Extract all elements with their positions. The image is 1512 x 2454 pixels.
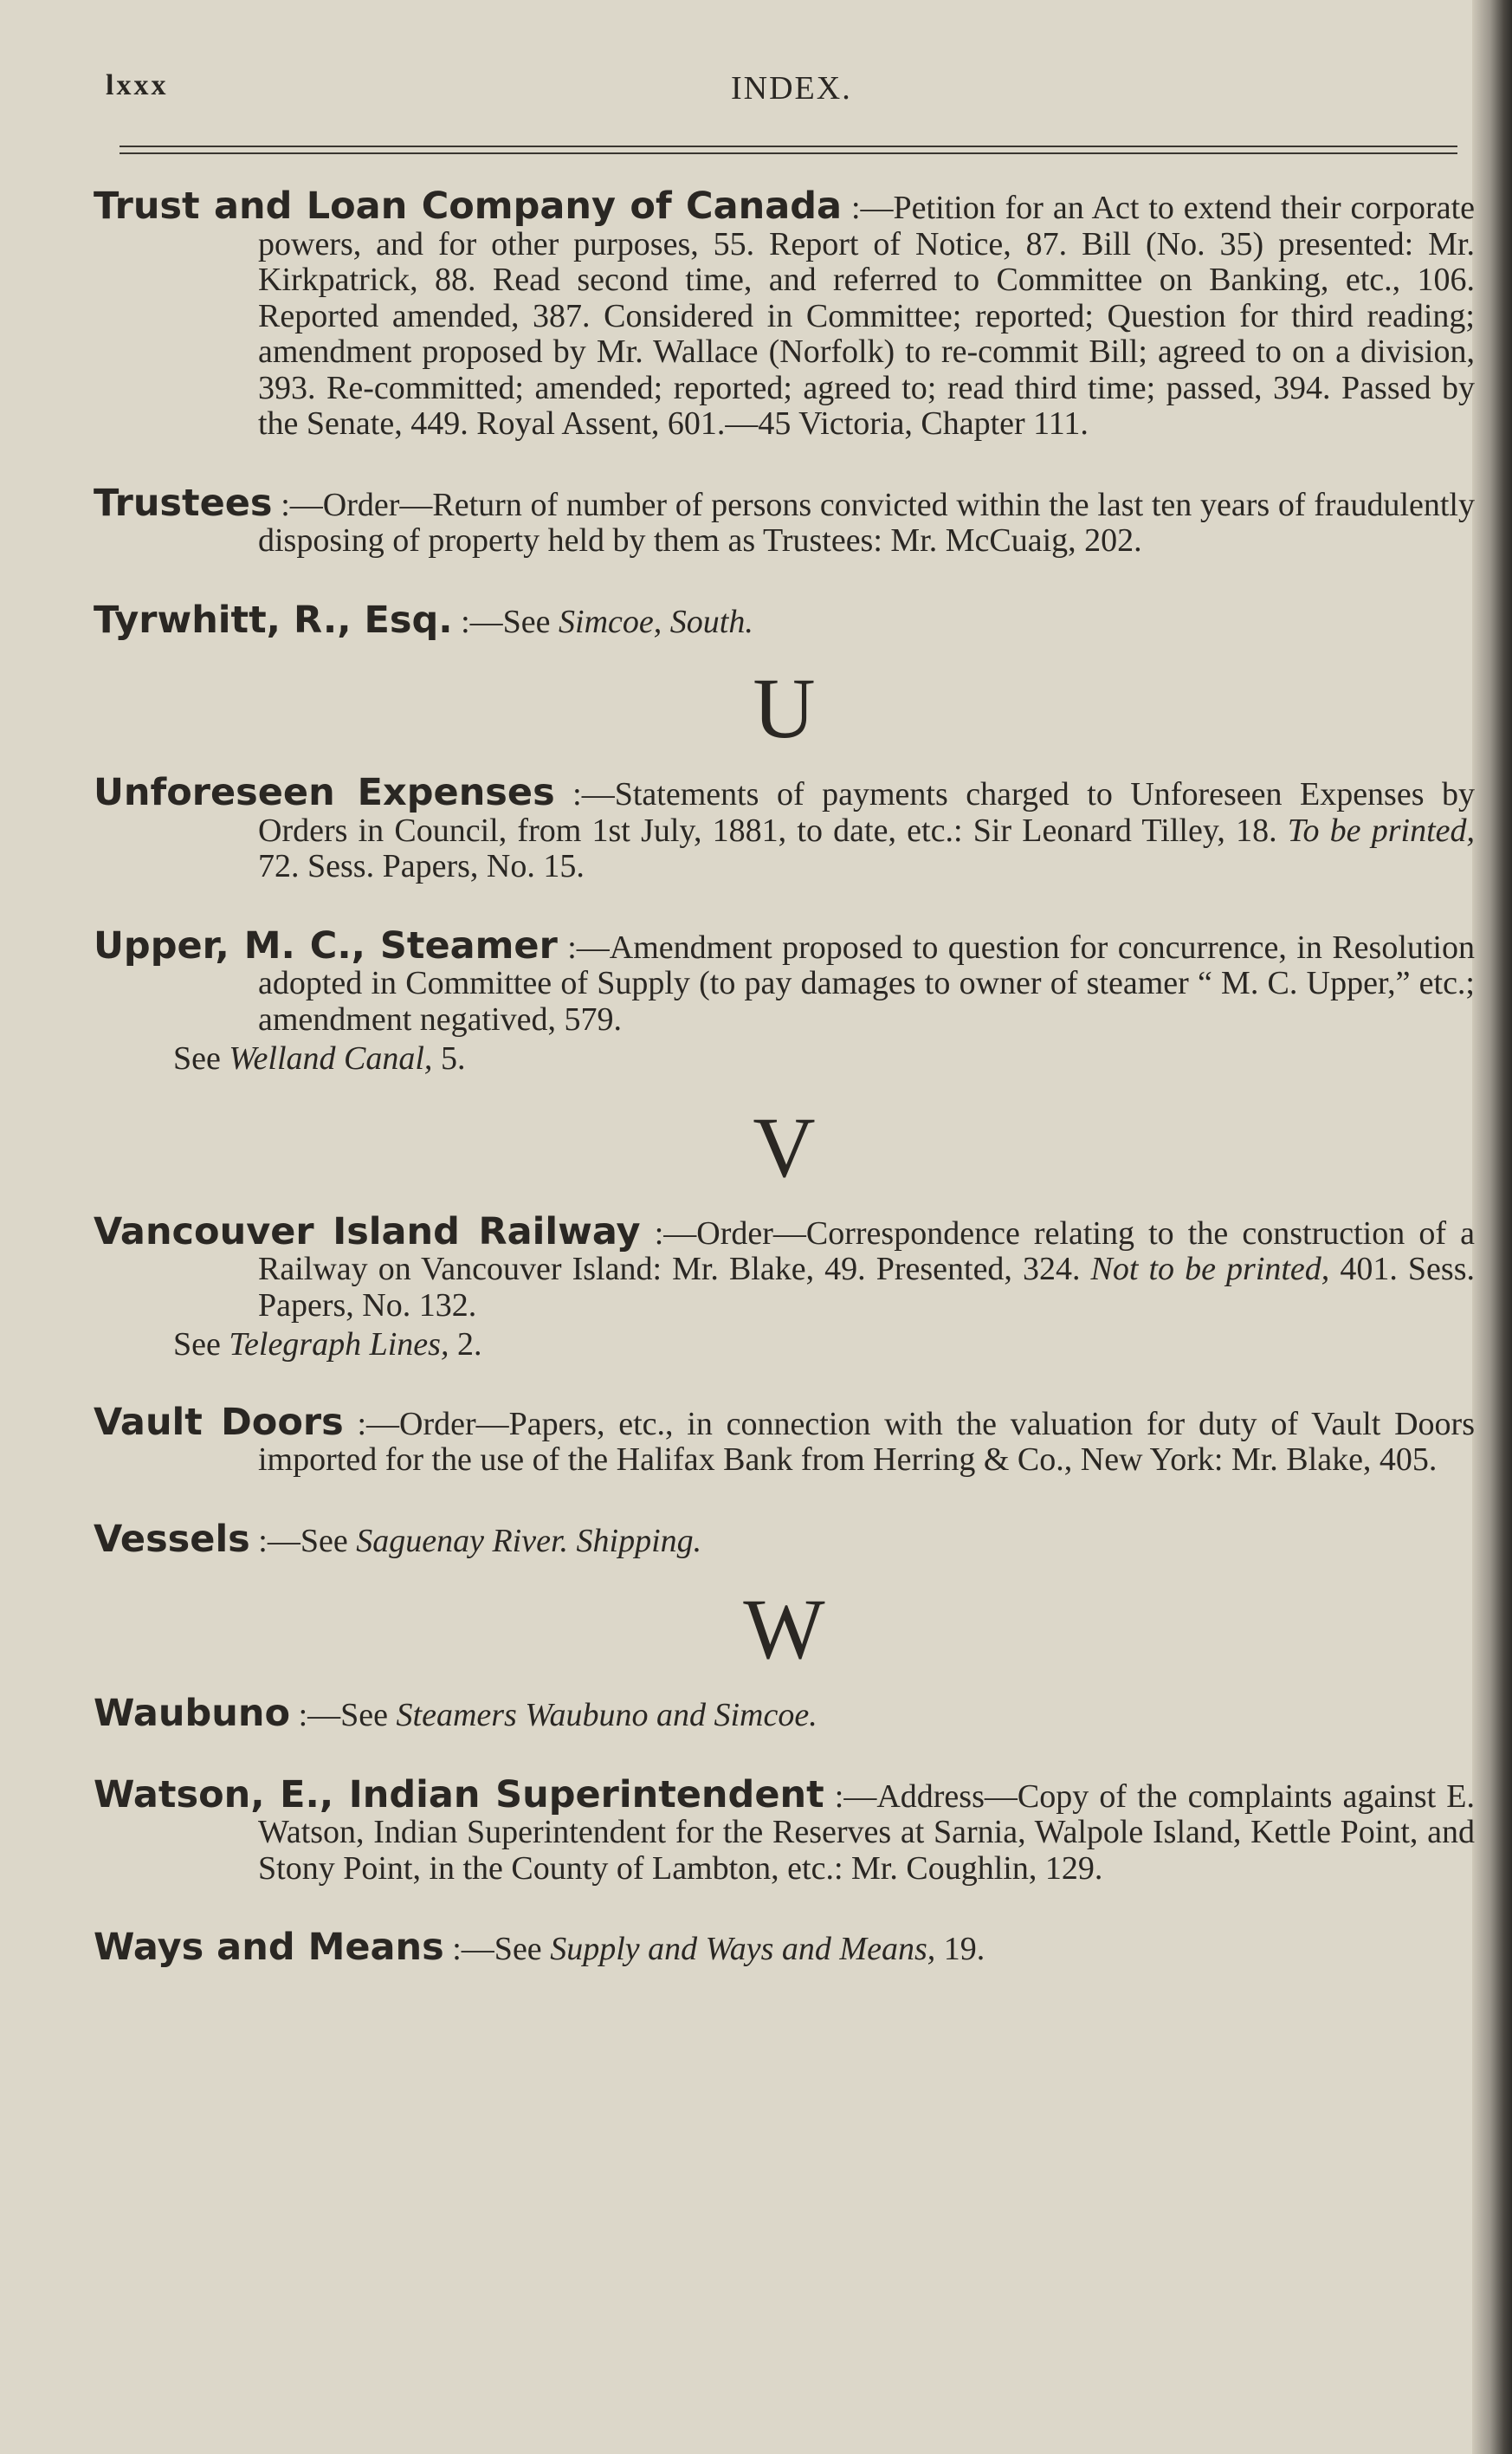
see-also-line	[173, 1327, 1475, 1363]
entry-text: :—See	[290, 1697, 397, 1733]
section-letter-u: U	[753, 660, 816, 756]
page-folio: lxxx	[106, 69, 169, 101]
index-entry	[94, 1209, 1475, 1324]
entry-heading: Ways and Means	[94, 1926, 444, 1969]
entry-text: :—See	[452, 603, 559, 640]
entry-text-continued: 72. Sess. Papers, No. 15.	[258, 848, 585, 884]
index-entry	[94, 1926, 1475, 1969]
entry-heading: Trustees	[94, 481, 273, 525]
entry-text: :—Order—Return of number of persons convicted within the last ten years of fraudulently disposing of property held by them as Trustees: Mr. McCuaig, 202.	[258, 486, 1475, 559]
header-rule-bottom	[120, 152, 1457, 154]
see-prefix: See	[173, 1040, 229, 1077]
index-entry	[94, 598, 1475, 642]
book-spine-shadow	[1472, 0, 1512, 2454]
index-entry	[94, 1772, 1475, 1887]
header-rule-top	[120, 146, 1457, 147]
entry-heading: Waubuno	[94, 1692, 291, 1735]
entry-text: :—Order—Papers, etc., in connection with the valuation for duty of Vault Doors imported for the use of the Halifax Bank from Herring & Co., New York: Mr. Blake, 405.	[258, 1405, 1475, 1478]
entry-text: :—Statements of payments charged to Unforeseen Expenses by Orders in Council, from 1st July, 1881, to date, etc.: Sir Leonard Tilley, 18.	[258, 776, 1475, 849]
running-head	[106, 69, 1457, 113]
entry-cross-reference: Saguenay River. Shipping.	[356, 1522, 702, 1559]
entry-text-continued: 19.	[935, 1931, 985, 1967]
index-entry	[94, 1400, 1475, 1479]
see-suffix: 2.	[449, 1326, 482, 1363]
index-entry	[94, 185, 1475, 443]
entry-italic-note: Not to be printed,	[1090, 1251, 1330, 1287]
see-reference: Welland Canal,	[229, 1040, 433, 1077]
index-entry	[94, 771, 1476, 885]
entry-heading: Unforeseen Expenses	[94, 771, 555, 814]
entry-heading: Vessels	[94, 1517, 250, 1561]
index-entry	[94, 923, 1475, 1039]
index-entry	[94, 1517, 1475, 1561]
entry-heading: Vault Doors	[94, 1400, 344, 1444]
index-entry	[94, 481, 1475, 560]
entry-text: :—See	[443, 1931, 551, 1967]
see-prefix: See	[173, 1326, 229, 1363]
entry-text: :—Order—Correspondence relating to the construction of a Railway on Vancouver Island: Mr. Blake, 49. Presented, 324.	[258, 1214, 1475, 1287]
index-content	[94, 185, 1476, 1969]
entry-heading: Tyrwhitt, R., Esq.	[94, 598, 453, 642]
entry-cross-reference: Simcoe, South.	[559, 603, 753, 640]
entry-heading: Trust and Loan Company of Canada	[94, 185, 843, 228]
entry-cross-reference: Supply and Ways and Means,	[550, 1931, 936, 1967]
section-letter-v: V	[753, 1098, 816, 1195]
entry-text: :—See	[249, 1522, 357, 1559]
entry-heading: Upper, M. C., Steamer	[94, 923, 558, 968]
entry-heading: Watson, E., Indian Superintendent	[94, 1772, 824, 1816]
entry-text: :—Amendment proposed to question for concurrence, in Resolution adopted in Committee of Supply (to pay damages to owner of steamer “ M. C. Upper,” etc.; amendment negatived, 579.	[258, 929, 1475, 1038]
see-also-line	[173, 1041, 1475, 1078]
see-reference: Telegraph Lines,	[229, 1326, 449, 1363]
index-entry	[94, 1692, 1475, 1735]
entry-text: :—Address—Copy of the complaints against E. Watson, Indian Superintendent for the Reserves at Sarnia, Walpole Island, Kettle Point, and Stony Point, in the County of Lambton, etc.: Mr. Coughlin, 129.	[258, 1777, 1475, 1887]
section-letter-w: W	[743, 1581, 825, 1677]
entry-italic-note: To be printed,	[1287, 812, 1476, 849]
entry-heading: Vancouver Island Railway	[94, 1209, 641, 1253]
see-suffix: 5.	[432, 1040, 466, 1077]
entry-cross-reference: Steamers Waubuno and Simcoe.	[396, 1697, 817, 1733]
page-title: INDEX.	[731, 70, 852, 107]
entry-text-continued: 401. Sess. Papers, No. 132.	[258, 1251, 1475, 1324]
entry-text: :—Petition for an Act to extend their corporate powers, and for other purposes, 55. Report of Notice, 87. Bill (No. 35) presented: Mr. Kirkpatrick, 88. Read second time, and referred to Committee on Banking, etc., 106. Reported amended, 387. Considered in Committee; reported; Question for third reading; amendment proposed by Mr. Wallace (Norfolk) to re-commit Bill; agreed to on a division, 393. Re-committed; amended; reported; agreed to; read third time; passed, 394. Passed by the Senate, 449. Royal Assent, 601.—45 Victoria, Chapter 111.	[258, 190, 1475, 442]
